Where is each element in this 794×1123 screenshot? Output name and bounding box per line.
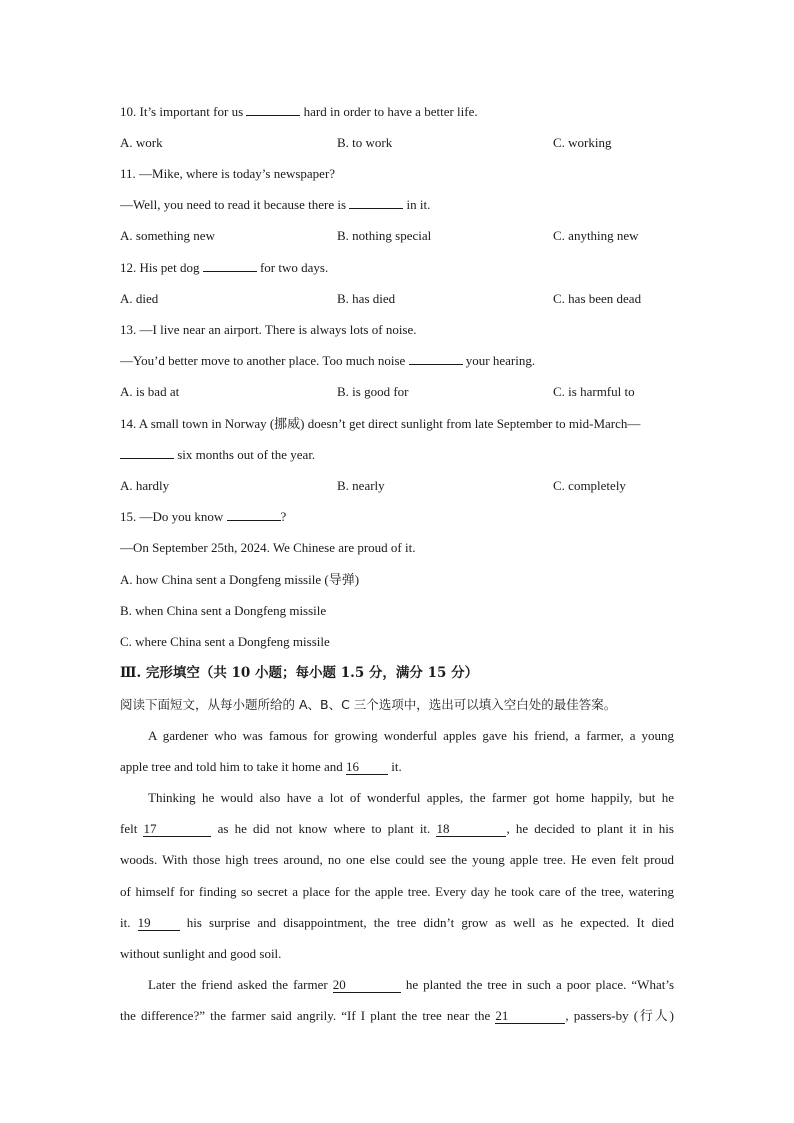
stem-text: hard in order to have a better life. [300,104,478,119]
option-c: C. working [553,135,612,150]
passage-line [120,914,674,932]
stem-text: 15. —Do you know [120,509,227,524]
passage-line [120,758,674,776]
passage-text: his surprise and disappointment, the tree didn’t grow as well as he expected. It died [179,915,674,930]
passage-text: , he decided to plant it in his [506,821,674,836]
stem-text: 12. His pet dog [120,260,203,275]
option-b: B. is good for [337,384,409,399]
stem-text: —You’d better move to another place. Too much noise [120,353,409,368]
question-14-options [120,477,680,495]
option-c: C. is harmful to [553,384,635,399]
stem-text: in it. [403,197,431,212]
option-b: B. has died [337,291,396,306]
passage-line [120,820,674,838]
question-15-option-c: C. where China sent a Dongfeng missile [120,634,330,649]
stem-text: 10. It’s important for us [120,104,247,119]
option-a: A. died [120,291,159,306]
section-instruction: 阅读下面短文，从每小题所给的 A、B、C 三个选项中，选出可以填入空白处的最佳答案。 [120,697,617,712]
question-13-options [120,383,680,401]
answer-blank [349,196,403,209]
numbered-blank: 16 [346,760,388,775]
numbered-blank: 19 [138,916,180,931]
option-c: C. has been dead [553,291,642,306]
option-c: C. anything new [553,228,639,243]
passage-line: Thinking he would also have a lot of wonderful apples, the farmer got home happily, but he [148,790,674,805]
question-15-stem [120,508,674,526]
question-11-options [120,227,680,245]
question-11-stem: 11. —Mike, where is today’s newspaper? [120,166,336,181]
question-11-reply [120,196,674,214]
passage-line: A gardener who was famous for growing wonderful apples gave his friend, a farmer, a young [148,728,674,743]
option-b: B. to work [337,135,393,150]
passage-text: as he did not know where to plant it. [211,821,437,836]
section-heading: Ⅲ. 完形填空（共 10 小题；每小题 1.5 分，满分 15 分） [120,665,479,681]
option-a: A. is bad at [120,384,180,399]
option-c: C. completely [553,478,626,493]
passage-line: without sunlight and good soil. [120,946,282,961]
option-b: B. nothing special [337,228,432,243]
stem-text: six months out of the year. [174,447,316,462]
question-15-reply: —On September 25th, 2024. We Chinese are proud of it. [120,540,416,555]
passage-text: felt [120,821,144,836]
passage-text: he planted the tree in such a poor place. “What’s [400,977,674,992]
stem-text: for two days. [256,260,329,275]
passage-text: the difference?” the farmer said angrily. “If I plant the tree near the [120,1008,496,1023]
passage-text: , passers-by (行人) [565,1008,674,1023]
question-12-options [120,290,680,308]
question-13-reply [120,352,674,370]
stem-text: —Well, you need to read it because there is [120,197,350,212]
numbered-blank: 21 [495,1009,565,1024]
numbered-blank: 20 [333,978,401,993]
answer-blank [227,508,281,521]
question-15-option-a: A. how China sent a Dongfeng missile (导弹) [120,572,360,587]
option-a: A. something new [120,228,215,243]
question-14-stem: 14. A small town in Norway (挪威) doesn’t get direct sunlight from late September to mid-March— [120,416,641,431]
passage-line [120,1007,674,1025]
option-a: A. hardly [120,478,170,493]
passage-text: Later the friend asked the farmer [148,977,333,992]
answer-blank [409,352,463,365]
question-10-options [120,134,680,152]
option-b: B. nearly [337,478,385,493]
stem-text: your hearing. [462,353,536,368]
option-a: A. work [120,135,163,150]
question-12-stem [120,259,674,277]
question-10-stem [120,103,674,121]
stem-text: ? [280,509,287,524]
passage-text: it. [388,759,402,774]
passage-line: of himself for finding so secret a place for the apple tree. Every day he took care of the tree, watering [120,884,674,899]
passage-line: woods. With those high trees around, no one else could see the young apple tree. He even felt proud [120,852,674,867]
passage-text: apple tree and told him to take it home and [120,759,346,774]
answer-blank [203,259,257,272]
question-14-continuation [120,446,674,464]
numbered-blank: 18 [436,822,506,837]
question-15-option-b: B. when China sent a Dongfeng missile [120,603,327,618]
answer-blank [120,446,174,459]
question-13-stem: 13. —I live near an airport. There is always lots of noise. [120,322,417,337]
numbered-blank: 17 [143,822,211,837]
passage-line [148,976,674,994]
passage-text: it. [120,915,138,930]
answer-blank [246,103,300,116]
